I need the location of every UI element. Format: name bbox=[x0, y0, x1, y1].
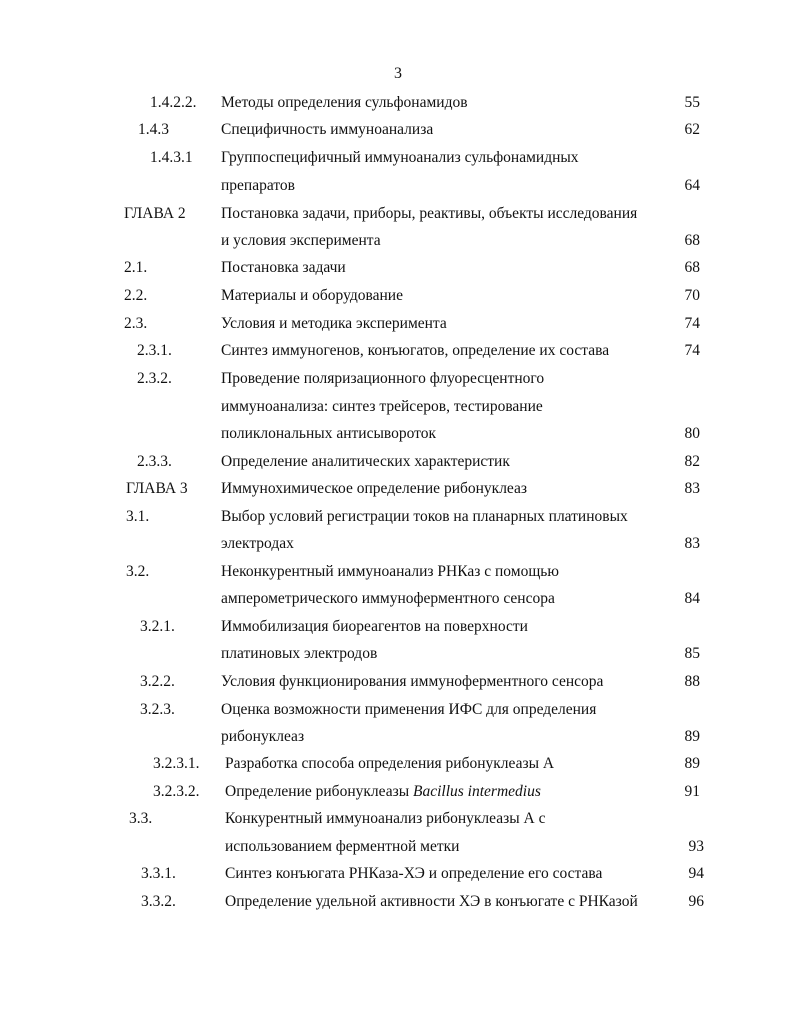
toc-entry-page: 68 bbox=[684, 259, 700, 276]
toc-entry-title: Оценка возможности применения ИФС для определения bbox=[221, 701, 597, 718]
toc-entry-number: 3.2.1. bbox=[140, 618, 175, 635]
toc-entry-continuation bbox=[0, 533, 796, 555]
toc-entry-title: Синтез конъюгата РНКаза-ХЭ и определение его состава bbox=[225, 865, 603, 882]
toc-entry-title: электродах bbox=[221, 535, 294, 552]
toc-entry-number: ГЛАВА 2 bbox=[124, 205, 186, 222]
toc-entry-page: 55 bbox=[684, 94, 700, 111]
toc-entry-continuation bbox=[0, 643, 796, 665]
toc-entry-title: Условия и методика эксперимента bbox=[221, 315, 447, 332]
toc-entry-title: иммуноанализа: синтез трейсеров, тестирование bbox=[221, 398, 543, 415]
toc-entry-title: рибонуклеаз bbox=[221, 728, 305, 745]
toc-entry-page: 94 bbox=[688, 865, 704, 882]
toc-entry-number: 3.3.2. bbox=[141, 893, 176, 910]
toc-entry-number: 1.4.3.1 bbox=[150, 149, 193, 166]
toc-entry bbox=[0, 808, 796, 830]
toc-entry-page: 68 bbox=[684, 232, 700, 249]
toc-entry-number: 3.3.1. bbox=[141, 865, 176, 882]
toc-entry-title: препаратов bbox=[221, 177, 295, 194]
toc-entry-title: Неконкурентный иммуноанализ РНКаз с помощью bbox=[221, 563, 559, 580]
toc-entry-page: 80 bbox=[684, 425, 700, 442]
toc-entry-number: 2.3.2. bbox=[137, 370, 172, 387]
toc-entry-continuation bbox=[0, 423, 796, 445]
toc-entry-title: Материалы и оборудование bbox=[221, 287, 403, 304]
toc-entry-title: Методы определения сульфонамидов bbox=[221, 94, 468, 111]
toc-entry-title: Синтез иммуногенов, конъюгатов, определение их состава bbox=[221, 342, 610, 359]
toc-entry bbox=[0, 891, 796, 913]
toc-entry-title: амперометрического иммуноферментного сенсора bbox=[221, 590, 555, 607]
toc-entry bbox=[0, 506, 796, 528]
toc-entry-title: Проведение поляризационного флуоресцентного bbox=[221, 370, 545, 387]
toc-entry-page: 74 bbox=[684, 342, 700, 359]
toc-entry-page: 64 bbox=[684, 177, 700, 194]
toc-entry-page: 84 bbox=[684, 590, 700, 607]
toc-entry-title-text: Определение рибонуклеазы bbox=[225, 783, 410, 800]
toc-entry-page: 96 bbox=[688, 893, 704, 910]
toc-entry-title: Условия функционирования иммуноферментного сенсора bbox=[221, 673, 604, 690]
toc-entry-number: ГЛАВА 3 bbox=[126, 480, 188, 497]
toc-entry-number: 2.1. bbox=[124, 259, 148, 276]
toc-chapter bbox=[0, 203, 796, 225]
toc-entry-title-italic: Bacillus intermedius bbox=[413, 783, 541, 800]
toc-entry-number: 3.3. bbox=[129, 810, 153, 827]
toc-entry bbox=[0, 561, 796, 583]
toc-entry-continuation bbox=[0, 175, 796, 197]
toc-entry bbox=[0, 313, 796, 335]
toc-entry-title: Разработка способа определения рибонуклеазы А bbox=[225, 755, 555, 772]
toc-entry-title: Специфичность иммуноанализа bbox=[221, 121, 434, 138]
toc-entry-page: 89 bbox=[684, 728, 700, 745]
toc-entry-number: 2.3.3. bbox=[137, 453, 172, 470]
toc-entry bbox=[0, 285, 796, 307]
toc-entry-title: Иммунохимическое определение рибонуклеаз bbox=[221, 480, 528, 497]
toc-entry-title: Определение аналитических характеристик bbox=[221, 453, 510, 470]
toc-entry bbox=[0, 451, 796, 473]
toc-entry-title: поликлональных антисывороток bbox=[221, 425, 436, 442]
toc-entry bbox=[0, 119, 796, 141]
toc-entry-title: использованием ферментной метки bbox=[225, 838, 460, 855]
toc-entry-title bbox=[225, 781, 541, 803]
toc-entry-number: 3.2.3. bbox=[140, 701, 175, 718]
toc-entry-title: Постановка задачи, приборы, реактивы, объекты исследования bbox=[221, 205, 638, 222]
toc-entry-page: 74 bbox=[684, 315, 700, 332]
toc-entry-number: 1.4.2.2. bbox=[150, 94, 197, 111]
toc-entry-page: 82 bbox=[684, 453, 700, 470]
toc-entry-title: Выбор условий регистрации токов на планарных платиновых bbox=[221, 508, 628, 525]
toc-entry-title: Постановка задачи bbox=[221, 259, 346, 276]
toc-entry-page: 62 bbox=[684, 121, 700, 138]
toc-entry bbox=[0, 699, 796, 721]
toc-entry-number: 3.2.3.1. bbox=[153, 755, 200, 772]
toc-entry bbox=[0, 616, 796, 638]
toc-entry-number: 3.1. bbox=[126, 508, 150, 525]
toc-entry-continuation bbox=[0, 230, 796, 252]
toc-entry-title: Группоспецифичный иммуноанализ сульфонамидных bbox=[221, 149, 579, 166]
toc-entry bbox=[0, 147, 796, 169]
toc-chapter bbox=[0, 478, 796, 500]
toc-entry bbox=[0, 671, 796, 693]
toc-entry-page: 88 bbox=[684, 673, 700, 690]
toc-entry-continuation bbox=[0, 588, 796, 610]
toc-entry-page: 70 bbox=[684, 287, 700, 304]
toc-entry bbox=[0, 257, 796, 279]
toc-entry-number: 3.2. bbox=[126, 563, 150, 580]
toc-entry-page: 93 bbox=[688, 838, 704, 855]
toc-entry-page: 91 bbox=[684, 783, 700, 800]
toc-entry-number: 2.3.1. bbox=[137, 342, 172, 359]
toc-entry-number: 2.3. bbox=[124, 315, 148, 332]
toc-entry bbox=[0, 781, 796, 803]
toc-entry-title: и условия эксперимента bbox=[221, 232, 381, 249]
toc-entry-number: 3.2.3.2. bbox=[153, 783, 200, 800]
toc-entry-continuation bbox=[0, 726, 796, 748]
toc-entry bbox=[0, 340, 796, 362]
toc-entry-title: Определение удельной активности ХЭ в конъюгате с РНКазой bbox=[225, 893, 638, 910]
toc-entry-number: 1.4.3 bbox=[138, 121, 169, 138]
toc-entry-page: 85 bbox=[684, 645, 700, 662]
toc-entry-title: платиновых электродов bbox=[221, 645, 378, 662]
toc-entry bbox=[0, 92, 796, 114]
toc-entry-page: 89 bbox=[684, 755, 700, 772]
toc-entry-page: 83 bbox=[684, 535, 700, 552]
toc-entry bbox=[0, 368, 796, 390]
toc-entry bbox=[0, 863, 796, 885]
toc-entry-page: 83 bbox=[684, 480, 700, 497]
toc-entry-continuation bbox=[0, 836, 796, 858]
toc-entry bbox=[0, 753, 796, 775]
toc-entry-continuation bbox=[0, 396, 796, 418]
toc-entry-title: Иммобилизация биореагентов на поверхности bbox=[221, 618, 528, 635]
toc-entry-number: 2.2. bbox=[124, 287, 148, 304]
toc-entry-number: 3.2.2. bbox=[140, 673, 175, 690]
page-number: 3 bbox=[394, 65, 402, 82]
toc-entry-title: Конкурентный иммуноанализ рибонуклеазы А с bbox=[225, 810, 546, 827]
